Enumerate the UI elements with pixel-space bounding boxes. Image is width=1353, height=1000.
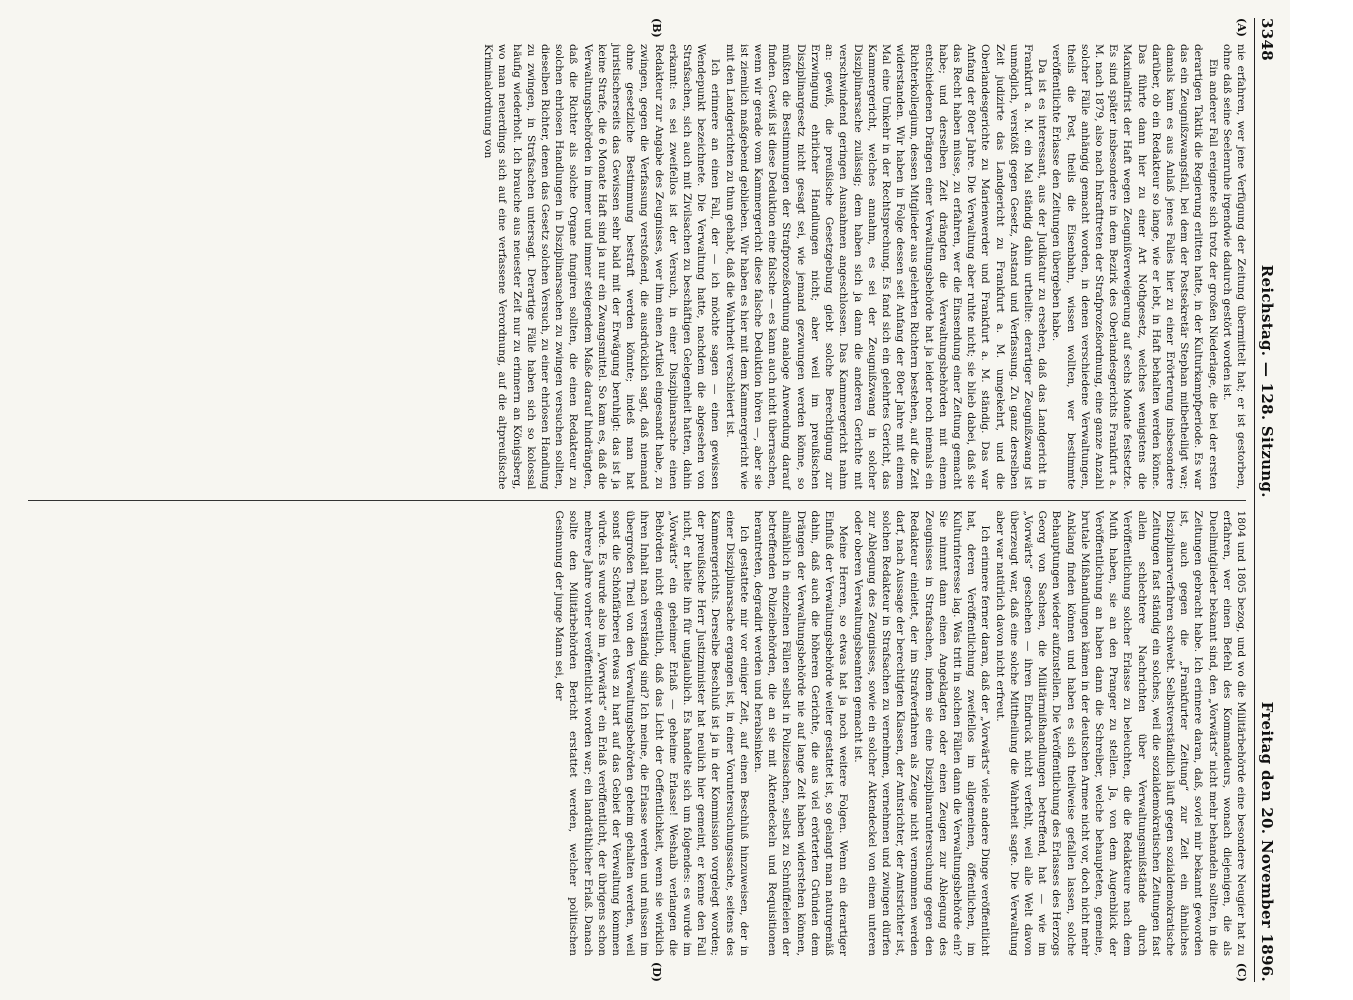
paragraph: Ich gestattete mir vor einiger Zeit, auf einen Beschluß hinzuweisen, der in einer Disziplinarsache ergangen ist, in einer Voruntersuchungssache, seitens des Kammergerichts. Derselbe Beschluß ist ja in der Kommission vorgelegt worden; der preußische Herr Justizminister hat neulich hier gemeint, er kenne den Fall nicht, er hielte ihn für unglaublich. Es handelte sich um folgendes: es wurde im „Vorwärts“ ein geheimer Erlaß — geheime Erlasse! Weshalb verlangen die Behörden nicht eigentlich, daß das Licht der Oeffentlichkeit, wenn sie wirklich ihren Inhalt nach verständig sind? Ich meine, die Erlasse werden und müssen im übergroßen Theil von den Verwaltungsbehörden geheim gehalten werden, weil sonst die Schönfärberei etwas zu hart auf das Gebiet der Verwaltung kommen würde. Es wurde also im „Vorwärts“ ein Erlaß veröffentlicht, der übrigens schon mehrere Jahre vorher veröffentlicht worden war; ein landräthlicher Erlaß. Danach sollte den Militärbehörden Bericht erstattet werden, welcher politischen Gesinnung der junge Mann sei, der (553, 510, 750, 956)
paragraph: Meine Herren, so etwas hat ja noch weitere Folgen. Wenn ein derartiger Einfluß der Verwaltungsbehörde weiter gestattet ist, so gelangt man naturgemäß dahin, daß auch die höheren Gerichte, die aus viel erörterten Gründen dem Drängen der Verwaltungsbehörde nie auf lange Zeit haben widerstehen können, allmählich in einzelnen Fällen selbst in Polizeisachen, selbst zu Schnüffeleien der betreffenden Polizeibehörden, die an sie mit Aktendeckeln und Requisitionen herantreten, degradirt werden und herabsinken. (752, 510, 850, 956)
margin-marker-c: (C) (1235, 962, 1248, 982)
paragraph: nie erfahren, wer jene Verfügung der Zeitung übermittelt hat; er ist gestorben, ohne daß seine Seelenruhe irgendwie dadurch gestört worden ist. (1220, 44, 1247, 490)
left-column (28, 18, 1248, 500)
page-header (1254, 18, 1276, 982)
paragraph: Ich erinnere an einen Fall, der — ich möchte sagen — einen gewissen Wendepunkt bezeichnete. Die Verwaltung hatte, nachdem die abgesehen von Strafsachen, sich auch mit Zivilsachen zu beschäftigen Gelegenheit hatten, dahin erkannt: es sei zweifellos ist der Versuch, in einer Disziplinarsache einen Redakteur zur Angabe des Zeugnisses, wer ihm einen Artikel eingesandt habe, zu zwingen, gegen die Verfassung verstoßend, die ausdrücklich sagt, daß niemand ohne gesetzliche Bestimmung bestraft werden könnte; indeß man hat juristischerseits das Gewissen sehr bald mit der Erwägung beruhigt: das ist ja keine Strafe, die 6 Monate Haft sind ja nur ein Zwangsmittel. So kam es, daß die Verwaltungsbehörden in immer und immer steigendem Maße darauf hindrängten, daß die Richter als solche Organe fungiren sollten, die einen Redakteur zu solchen ehrlosen Handlungen in Disziplinarsachen zu zwingen versuchen sollten, dieselben Richter, denen das Gesetz solchen Versuch, zu einer ehrlosen Handlung zu zwingen, in Strafsachen untersagt. Derartige Fälle haben sich so kolossal häufig wiederholt. Ich brauche aus neuester Zeit nur zu erinnern an Königsberg, wo man neuerdings sich auf eine verfassene Verordnung, auf die altpreußische Kriminalordnung von (482, 44, 722, 490)
margin-marker-a: (A) (1235, 18, 1248, 37)
margin-marker-d: (D) (650, 962, 663, 982)
margin-marker-b: (B) (650, 18, 663, 38)
paragraph: Ein anderer Fall ereignete sich trotz der großen Niederlage, die bei der ersten derartigen Taktik die Regierung erlitten hatte, in der Kulturkampfperiode. Es war das ein Zeugnißzwangsfall, bei dem der Postsekretär Stephan mitbetheiligt war; damals kam es aus Anlaß jenes Falles hier zu einer Erörterung insbesondere darüber, ob ein Redakteur so lange, wie er lebt, in Haft behalten werden könne. Das führte dann hier zu einer Art Nothgesetz, welches wenigstens die Maximalfrist der Haft wegen Zeugnißverweigerung auf sechs Monate festsetzte. Es sind später insbesondere in dem Bezirk des Oberlandesgerichts Frankfurt a. M. nach 1879, also nach Inkrafttreten der Strafprozeßordnung, eine ganze Anzahl solcher Fälle anhängig gemacht worden, in denen verschiedene Verwaltungen, theils die Post, theils die Eisenbahn, wissen wollten, wer bestimmte veröffentlichte Erlasse den Zeitungen übergeben habe. (1050, 44, 1219, 490)
text-columns (28, 18, 1248, 982)
session-title: Reichstag. — 128. Sitzung. (1258, 264, 1276, 498)
right-column (28, 501, 1248, 983)
paragraph: 1804 und 1805 bezog, und wo die Militärbehörde eine besondere Neugier hat zu erfahren, wer einen Befehl des Kommandeurs, wonach diejenigen, die als Duellmitglieder bekannt sind, den „Vorwärts“ nicht mehr behandeln sollten, in die Zeitungen gebracht habe. Ich erinnere daran, daß, soviel mir bekannt geworden ist, auch gegen die „Frankfurter Zeitung“ zur Zeit ein ähnliches Disziplinarverfahren schwebt. Selbstverständlich läuft gegen sozialdemokratische Zeitungen fast ständig ein solches, weil die sozialdemokratischen Zeitungen fast allein schlechtere Nachrichten über Verwaltungsmißstände durch Veröffentlichung solcher Erlasse zu beleuchten, die die Redakteure nach dem Muth haben, sie an den Pranger zu stellen. Ja, von dem Augenblick der Veröffentlichung an haben dann die Schreiber, welche behaupteten, gemeine, brutale Mißhandlungen kämen in der deutschen Armee nicht vor, doch nicht mehr Anklang finden können und haben es sich theilweise gefallen lassen, solche Behauptungen wieder aufzustellen. Die Veröffentlichung des Erlasses des Herzogs Georg von Sachsen, die Militärmißhandlungen betreffend, hat — wie im „Vorwärts“ geschehen — ihren Eindruck nicht verfehlt, weil alle Welt davon überzeugt war, daß eine solche Mittheilung die Wahrheit sagte. Die Verwaltung aber war natürlich davon nicht erfreut. (993, 510, 1247, 956)
session-date: Freitag den 20. November 1896. (1258, 701, 1276, 982)
paragraph: Ich erinnere ferner daran, daß der „Vorwärts“ viele andere Dinge veröffentlicht hat, deren Veröffentlichung zweifellos im allgemeinen, öffentlichen, im Kulturinteresse lag. Was tritt in solchen Fällen dann die Verwaltungsbehörde ein? Sie nimmt dann einen Angeklagten oder einen Zeugen zur Ablegung des Zeugnisses in Strafsachen, indem sie eine Disziplinaruntersuchung gegen den Redakteur einleitet, der im Strafverfahren als Zeuge nicht vernommen werden darf, nach Aussage der berechtigten Klassen, der Amtsrichter, der Amtsrichter ist, solchen Redakteur in Strafsachen zu vernehmen, vernehmen und zwingen dürfen zur Ablegung des Zeugnisses, sowie ein solcher Aktendeckel von einem unteren oder oberen Verwaltungsbeamten gemacht ist. (851, 510, 992, 956)
paragraph: Da ist es interessant, aus der Judikatur zu ersehen, daß das Landgericht in Frankfurt a. M. ein Mal ständig dahin urtheilte: derartiger Zeugnißzwang ist unmöglich, verstößt gegen Gesetz, Anstand und Verfassung. Zu ganz derselben Zeit judizirte das Landgericht zu Frankfurt a. M. umgekehrt, und die Oberlandesgerichte zu Marienwerder und Frankfurt a. M. ständig. Das war Anfang der 80er Jahre. Die Verwaltung aber ruhte nicht; sie blieb dabei, daß sie das Recht haben müsse, zu erfahren, wer die Einsendung einer Zeitung gemacht habe; und derselben Zeit drängten die Verwaltungsbehörden mit einem entschiedenen Drängen einer Verwaltungsbehörde hat ja leider noch niemals ein Richterkollegium, dessen Mitglieder aus gelehrten Richtern bestehen, auf die Zeit widerstanden. Wir haben in Folge dessen seit Anfang der 80er Jahre mit einem Mal eine Umkehr in der Rechtsprechung. Es fand sich ein gelehrtes Gericht, das Kammergericht, welches annahm, es sei der Zeugnißzwang in solcher Disziplinarsache zulässig; dem haben sich ja dann die anderen Gerichte mit verschwindend geringen Ausnahmen angeschlossen. Das Kammergericht nahm an: gewiß, die preußische Gesetzgebung giebt solche Berechtigung zur Erzwingung ehrlicher Handlungen nicht; aber weil im preußischen Disziplinargesetz nicht gesagt sei, wie jemand gezwungen werden könne, so müßten die Bestimmungen der Strafprozeßordnung analoge Anwendung darauf finden. Gewiß ist diese Deduktion eine falsche — es kann auch nicht überraschen, wenn wir gerade vom Kammergericht diese falsche Deduktion hören —, aber sie ist ziemlich maßgebend geblieben. Wir haben es hier mit dem Kammergericht wie mit den Landgerichten zu thun gehabt, daß die Wahrheit verschleiert ist. (723, 44, 1049, 490)
page-number: 3348 (1258, 18, 1276, 61)
